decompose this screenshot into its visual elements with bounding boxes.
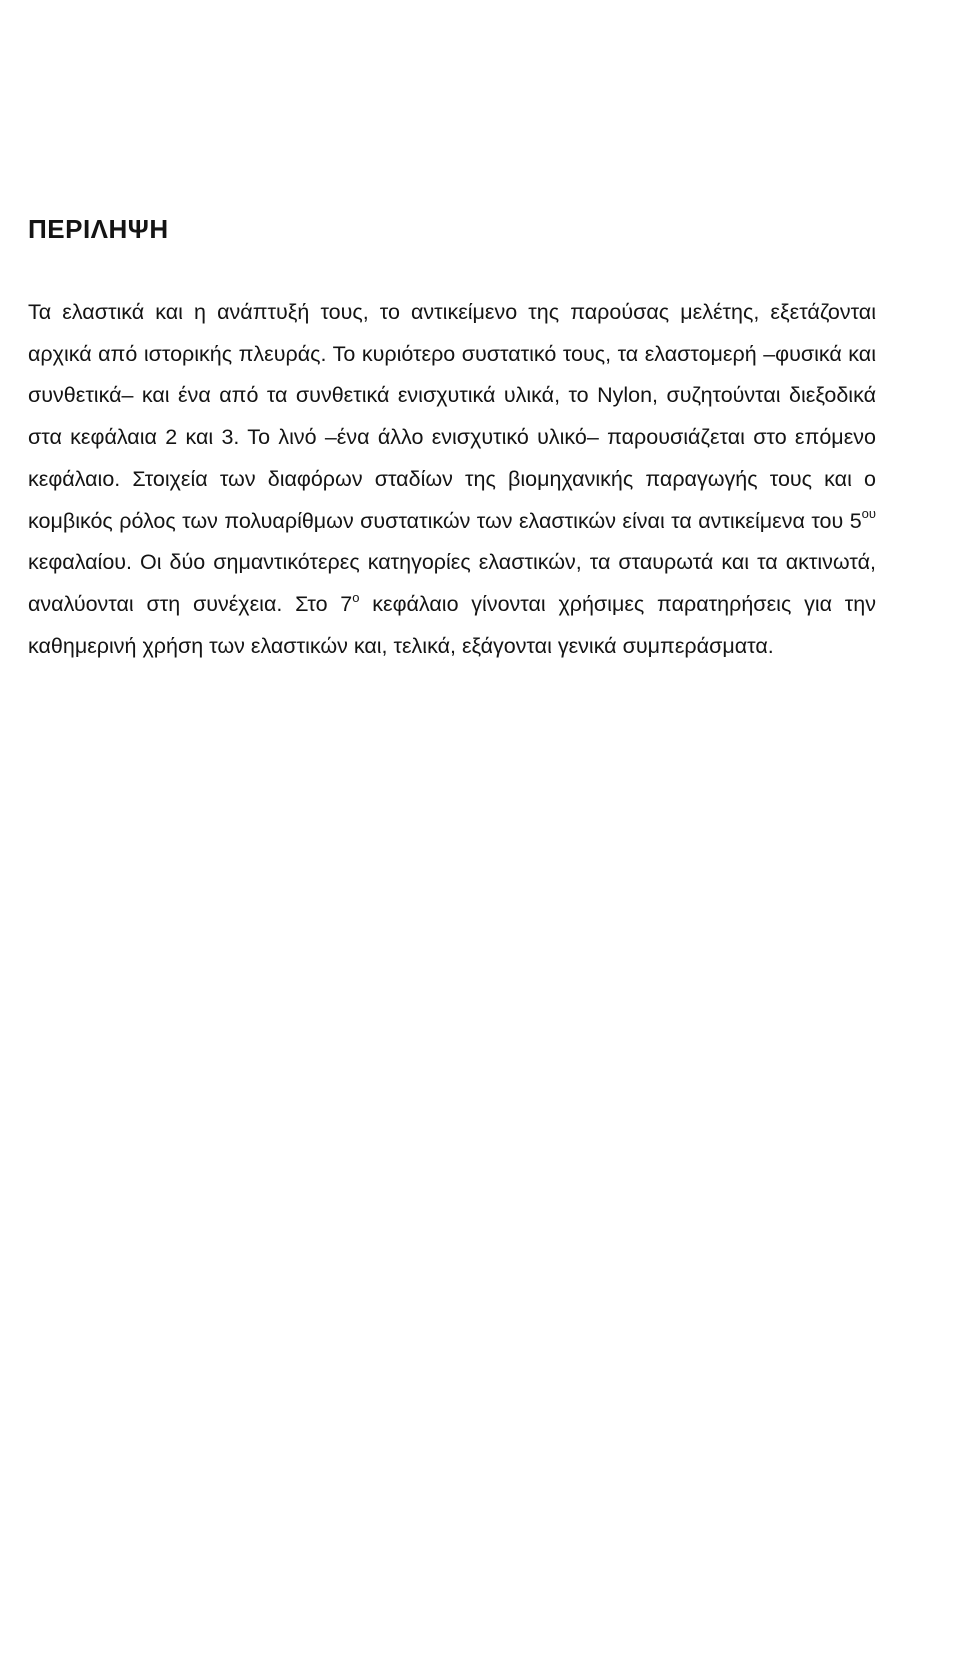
abstract-paragraph (28, 292, 876, 667)
paragraph-text-part-3: κεφάλαιο γίνονται χρήσιμες παρατηρήσεις για την καθημερινή χρήση των ελαστικών και, τελικά, εξάγονται γενικά συμπεράσματα. (28, 591, 876, 658)
superscript-ordinal-7: ο (352, 589, 360, 605)
paragraph-text-part-2: κεφαλαίου. Οι δύο σημαντικότερες κατηγορίες ελαστικών, τα σταυρωτά και τα ακτινωτά, αναλύονται στη συνέχεια. Στο 7 (28, 550, 876, 616)
superscript-ordinal-5: ου (861, 506, 876, 522)
paragraph-text-part-1: Τα ελαστικά και η ανάπτυξή τους, το αντικείμενο της παρούσας μελέτης, εξετάζονται αρχικά από ιστορικής πλευράς. Το κυριότερο συστατικό τους, τα ελαστομερή –φυσικά και συνθετικά– και ένα από τα συνθετικά ενισχυτικά υλικά, το Nylon, συζητούνται διεξοδικά στα κεφάλαια 2 και 3. Το λινό –ένα άλλο ενισχυτικό υλικό– παρουσιάζεται στο επόμενο κεφάλαιο. Στοιχεία των διαφόρων σταδίων της βιομηχανικής παραγωγής τους και ο κομβικός ρόλος των πολυαρίθμων συστατικών των ελαστικών είναι τα αντικείμενα του 5 (28, 300, 876, 533)
section-heading: ΠΕΡΙΛΗΨΗ (28, 214, 169, 244)
